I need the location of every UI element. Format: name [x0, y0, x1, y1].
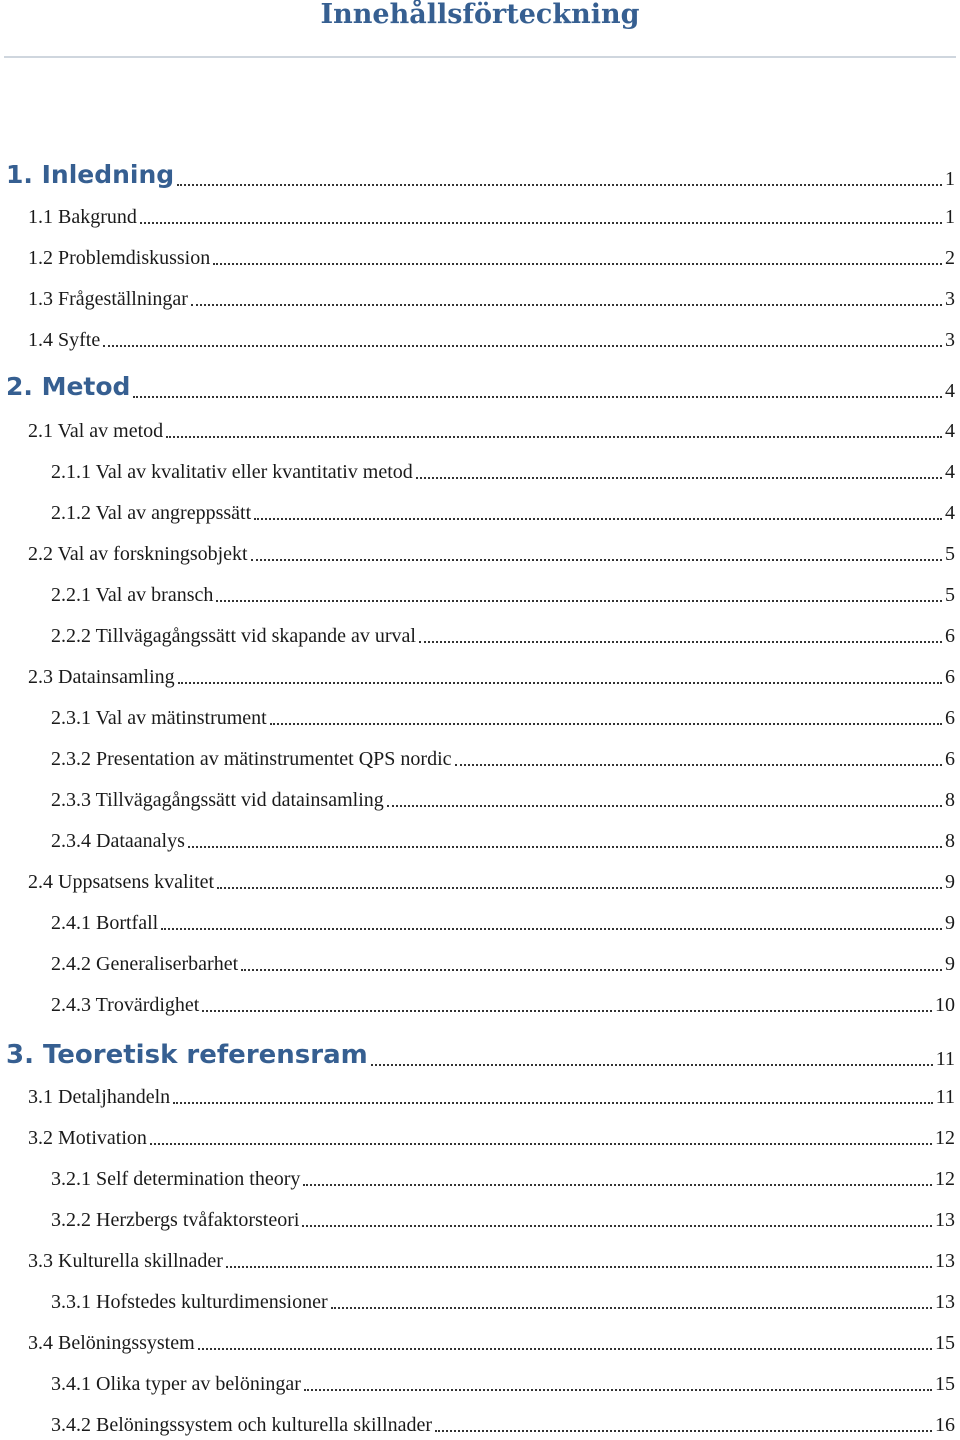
toc-entry-label: 3.4 Belöningssystem: [28, 1332, 195, 1354]
toc-entry-label: 3.4.1 Olika typer av belöningar: [51, 1373, 301, 1395]
toc-entry-label: 2.3 Datainsamling: [28, 666, 175, 688]
toc-entry-label: 2.1.1 Val av kvalitativ eller kvantitativ metod: [51, 461, 413, 483]
toc-entry-2-4[interactable]: [0, 859, 955, 893]
toc-entry-page: 3: [945, 288, 955, 310]
toc-entry-2-1-1[interactable]: [0, 449, 955, 483]
toc-entry-page: 4: [945, 380, 955, 402]
toc-entry-label: 2.1 Val av metod: [28, 420, 164, 442]
dot-leader: [216, 600, 942, 602]
dot-leader: [188, 846, 942, 848]
toc-entry-2-2[interactable]: [0, 531, 955, 565]
dot-leader: [133, 396, 942, 398]
toc-entry-page: 10: [935, 994, 955, 1016]
toc-entry-1-4[interactable]: [0, 317, 955, 351]
toc-entry-page: 4: [945, 461, 955, 483]
toc-entry-3-2[interactable]: [0, 1115, 955, 1149]
toc-entry-label: 2.2.2 Tillvägagångssätt vid skapande av urval: [51, 625, 416, 647]
toc-entry-3-3[interactable]: [0, 1238, 955, 1272]
toc-entry-page: 5: [945, 584, 955, 606]
toc-entry-2-3-4[interactable]: [0, 818, 955, 852]
toc-entry-2-1-2[interactable]: [0, 490, 955, 524]
toc-entry-label: 2.4 Uppsatsens kvalitet: [28, 871, 215, 893]
toc-entry-2-4-1[interactable]: [0, 900, 955, 934]
dot-leader: [331, 1307, 932, 1309]
toc-entry-page: 9: [945, 953, 955, 975]
toc-entry-label: 1.2 Problemdiskussion: [28, 247, 211, 269]
toc-entry-label: 2.2.1 Val av bransch: [51, 584, 214, 606]
toc-entry-page: 16: [935, 1414, 955, 1436]
dot-leader: [435, 1430, 932, 1432]
toc-entry-page: 12: [935, 1168, 955, 1190]
toc-entry-label: 3.3 Kulturella skillnader: [28, 1250, 223, 1272]
dot-leader: [173, 1102, 933, 1104]
toc-entry-page: 15: [935, 1332, 955, 1354]
toc-entry-label: 2.2 Val av forskningsobjekt: [28, 543, 248, 565]
toc-entry-label: 3.1 Detaljhandeln: [28, 1086, 171, 1108]
dot-leader: [419, 641, 942, 643]
dot-leader: [270, 723, 942, 725]
dot-leader: [166, 436, 942, 438]
dot-leader: [303, 1184, 932, 1186]
toc-entry-page: 13: [935, 1209, 955, 1231]
dot-leader: [150, 1143, 932, 1145]
toc-entry-label: 3.3.1 Hofstedes kulturdimensioner: [51, 1291, 328, 1313]
toc-entry-label: 3.4.2 Belöningssystem och kulturella skillnader: [51, 1414, 433, 1436]
toc-entry-2-4-3[interactable]: [0, 982, 955, 1016]
toc-entry-page: 11: [935, 1048, 955, 1070]
toc-entry-1-2[interactable]: [0, 235, 955, 269]
toc-entry-1-3[interactable]: [0, 276, 955, 310]
toc-entry-2-3-3[interactable]: [0, 777, 955, 811]
toc-entry-label: 2.3.4 Dataanalys: [51, 830, 185, 852]
dot-leader: [455, 764, 943, 766]
dot-leader: [304, 1389, 932, 1391]
dot-leader: [202, 1010, 932, 1012]
toc-entry-3-4-2[interactable]: [0, 1402, 955, 1436]
toc-entry-2-3-1[interactable]: [0, 695, 955, 729]
toc-entry-label: 2.3.3 Tillvägagångssätt vid datainsamling: [51, 789, 384, 811]
toc-entry-label: 3.2.1 Self determination theory: [51, 1168, 301, 1190]
toc-entry-page: 6: [945, 748, 955, 770]
dot-leader: [241, 969, 942, 971]
toc-entry-page: 15: [935, 1373, 955, 1395]
dot-leader: [254, 518, 942, 520]
toc-entry-label: 3.2.2 Herzbergs tvåfaktorsteori: [51, 1209, 300, 1231]
toc-entry-page: 8: [945, 789, 955, 811]
title-divider: [4, 56, 956, 58]
dot-leader: [177, 184, 942, 186]
dot-leader: [217, 887, 942, 889]
toc-entry-page: 5: [945, 543, 955, 565]
toc-entry-2-4-2[interactable]: [0, 941, 955, 975]
toc-entry-label: 2.4.2 Generaliserbarhet: [51, 953, 239, 975]
dot-leader: [140, 222, 942, 224]
toc-entry-label: 2.4.1 Bortfall: [51, 912, 159, 934]
toc-entry-2-2-1[interactable]: [0, 572, 955, 606]
dot-leader: [161, 928, 942, 930]
dot-leader: [371, 1064, 933, 1066]
dot-leader: [387, 805, 942, 807]
toc-entry-page: 4: [945, 502, 955, 524]
dot-leader: [302, 1225, 932, 1227]
toc-entry-3-2-2[interactable]: [0, 1197, 955, 1231]
dot-leader: [198, 1348, 932, 1350]
dot-leader: [103, 345, 942, 347]
toc-entry-page: 13: [935, 1291, 955, 1313]
toc-entry-page: 12: [935, 1127, 955, 1149]
dot-leader: [178, 682, 942, 684]
toc-entry-page: 2: [945, 247, 955, 269]
toc-entry-2[interactable]: [0, 362, 955, 402]
toc-entry-label: 2.4.3 Trovärdighet: [51, 994, 200, 1016]
toc-entry-label: 1.1 Bakgrund: [28, 206, 137, 228]
toc-entry-page: 4: [945, 420, 955, 442]
toc-entry-label: 2.3.1 Val av mätinstrument: [51, 707, 267, 729]
toc-entry-3-4-1[interactable]: [0, 1361, 955, 1395]
toc-entry-page: 6: [945, 707, 955, 729]
toc-entry-page: 9: [945, 912, 955, 934]
toc-entry-2-3-2[interactable]: [0, 736, 955, 770]
toc-entry-label: 3. Teoretisk referensram: [6, 1040, 368, 1070]
dot-leader: [251, 559, 942, 561]
toc-entry-page: 11: [935, 1086, 955, 1108]
toc-entry-3[interactable]: [0, 1030, 955, 1070]
toc-entry-page: 1: [945, 206, 955, 228]
toc-entry-label: 3.2 Motivation: [28, 1127, 147, 1149]
toc-entry-1-1[interactable]: [0, 194, 955, 228]
toc-entry-page: 1: [945, 168, 955, 190]
toc-entry-3-2-1[interactable]: [0, 1156, 955, 1190]
toc-entry-3-3-1[interactable]: [0, 1279, 955, 1313]
dot-leader: [213, 263, 942, 265]
toc-entry-label: 1. Inledning: [6, 160, 175, 189]
toc-entry-1[interactable]: [0, 150, 955, 190]
toc-entry-3-4[interactable]: [0, 1320, 955, 1354]
toc-entry-label: 2. Metod: [6, 372, 131, 401]
toc-entry-label: 1.3 Frågeställningar: [28, 288, 188, 310]
dot-leader: [191, 304, 942, 306]
dot-leader: [416, 477, 942, 479]
dot-leader: [226, 1266, 932, 1268]
toc-entry-page: 8: [945, 830, 955, 852]
toc-entry-label: 2.3.2 Presentation av mätinstrumentet QPS nordic: [51, 748, 452, 770]
toc-entry-page: 3: [945, 329, 955, 351]
toc-entry-2-1[interactable]: [0, 408, 955, 442]
toc-entry-page: 6: [945, 625, 955, 647]
toc-title: Innehållsförteckning: [320, 0, 640, 30]
toc-entry-label: 2.1.2 Val av angreppssätt: [51, 502, 252, 524]
toc-entry-2-2-2[interactable]: [0, 613, 955, 647]
toc-entry-page: 9: [945, 871, 955, 893]
toc-entry-page: 13: [935, 1250, 955, 1272]
toc-entry-3-1[interactable]: [0, 1074, 955, 1108]
toc-entry-page: 6: [945, 666, 955, 688]
toc-entry-2-3[interactable]: [0, 654, 955, 688]
toc-entry-label: 1.4 Syfte: [28, 329, 101, 351]
